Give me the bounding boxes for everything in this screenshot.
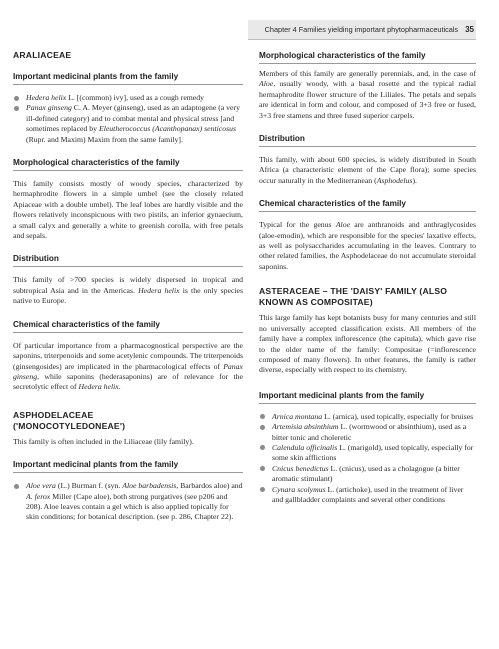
heading-asphodelaceae-distribution: Distribution bbox=[259, 133, 476, 147]
list-item: Hedera helix L. [(common) ivy], used as a cough remedy bbox=[13, 93, 243, 103]
list-item: Panax ginseng C. A. Meyer (ginseng), used as an adaptogene (a very ill-defined category) and to combat mental and physical stress [and sometimes replaced by Eleutherococcus (Acanthopanax) senticosus (Rupr. and Maxim) Maxim from the same family]. bbox=[13, 103, 243, 145]
araliaceae-plant-list bbox=[13, 93, 243, 145]
asteraceae-plant-list bbox=[259, 412, 476, 506]
bullet-icon bbox=[14, 106, 19, 111]
bullet-icon bbox=[14, 96, 19, 101]
paragraph-asphodelaceae-morphology: Members of this family are generally perennials, and, in the case of Aloe, usually woody, with a basal rosette and the typical radial hermaphrodite flower structure of the Liliales. The petals and sepals are identical in form and colour, and composed of 3+3 free or fused, 3+3 free stamens and three fused superior carpels. bbox=[259, 69, 476, 120]
list-item: Arnica montana L. (arnica), used topically, especially for bruises bbox=[259, 412, 476, 422]
section-title-asteraceae: ASTERACEAE – THE 'DAISY' FAMILY (ALSO bbox=[259, 286, 448, 297]
heading-asphodelaceae-plants: Important medicinal plants from the family bbox=[13, 459, 243, 473]
bullet-icon bbox=[260, 466, 265, 471]
list-item: Cnicus benedictus L. (cnicus), used as a cholagogue (a bitter aromatic stimulant) bbox=[259, 464, 476, 485]
page-number: 35 bbox=[465, 25, 474, 34]
heading-araliaceae-plants: Important medicinal plants from the family bbox=[13, 71, 243, 85]
heading-asphodelaceae-chemistry: Chemical characteristics of the family bbox=[259, 198, 476, 212]
right-column bbox=[259, 50, 476, 505]
chapter-title: Chapter 4 Families yielding important phytopharmaceuticals bbox=[264, 25, 459, 34]
paragraph-asphodelaceae-chemistry: Typical for the genus Aloe are anthranoids and anthraglycosides (aloe-emodin), which are responsible for the species' laxative effects, as well as polysaccharides accumulating in the leaves. Contrary to other related families, the Asphodelaceae do not accumulate steroidal saponins. bbox=[259, 220, 476, 271]
list-item: Cynara scolymus L. (artichoke), used in the treatment of liver and gallbladder complaints and several other conditions bbox=[259, 485, 476, 506]
heading-asteraceae-plants: Important medicinal plants from the family bbox=[259, 390, 476, 404]
bullet-icon bbox=[260, 487, 265, 492]
list-item: Calendula officinalis L. (marigold), used topically, especially for some skin afflictions bbox=[259, 443, 476, 464]
paragraph-asphodelaceae-distribution: This family, with about 600 species, is widely distributed in South Africa (a characteristic element of the Cape flora); some species occur naturally in the Mediterranean (Asphodelus). bbox=[259, 155, 476, 185]
running-header bbox=[248, 20, 476, 40]
left-column bbox=[13, 50, 243, 523]
section-title-araliaceae: ARALIACEAE bbox=[13, 50, 72, 60]
paragraph-araliaceae-chemistry: Of particular importance from a pharmacognostical perspective are the saponins, triterpenoids and some acetylenic compounds. The triterpenoids (ginsengosides) are implicated in the pharmacological effects of Panax ginseng, while saponins (hederasaponins) are of relevance for the secretolytic effect of Hedera helix. bbox=[13, 340, 243, 392]
section-title-asphodelaceae: ASPHODELACEAE bbox=[13, 409, 94, 420]
paragraph-araliaceae-distribution: This family of >700 species is widely dispersed in tropical and subtropical Asia and in the Americas. Hedera helix is the only species native to Europe. bbox=[13, 275, 243, 306]
paragraph-asteraceae-intro: This large family has kept botanists busy for many centuries and still no universally accepted classification exists. All members of the family have a complex inflorescence (the capitula), which gave rise to the older name of the family: Compositae (=inflorescence composed of many flowers). In other features, the family is rather diverse, especially with respect to its chemistry. bbox=[259, 313, 476, 375]
list-item: Aloe vera (L.) Burman f. (syn. Aloe barbadensis, Barbardos aloe) and A. ferox Miller (Cape aloe), both strong purgatives (see p206 and 208). Aloe leaves contain a gel which is also applied topically for skin conditions; for botanical description. (see p. 286, Chapter 22). bbox=[13, 481, 243, 523]
paragraph-araliaceae-morphology: This family consists mostly of woody species, characterized by hermaphrodite flowers in a simple umbel (see the closely related Apiaceae with a double umbel). The leaf lobes are hardly visible and the flowers relatively inconspicuous with two pistils, an inferior gynaecium, a small calyx and generally a white to greenish corolla, with free petals and sepals. bbox=[13, 179, 243, 241]
bullet-icon bbox=[260, 425, 265, 430]
heading-araliaceae-morphology: Morphological characteristics of the family bbox=[13, 157, 243, 171]
heading-asphodelaceae-morphology: Morphological characteristics of the family bbox=[259, 50, 476, 64]
heading-araliaceae-chemistry: Chemical characteristics of the family bbox=[13, 319, 243, 333]
bullet-icon bbox=[260, 445, 265, 450]
bullet-icon bbox=[14, 484, 19, 489]
section-subtitle-compositae: KNOWN AS COMPOSITAE) bbox=[259, 297, 373, 308]
heading-araliaceae-distribution: Distribution bbox=[13, 253, 243, 267]
section-subtitle-monocotyledoneae: ('MONOCOTYLEDONEAE') bbox=[13, 420, 126, 431]
asphodelaceae-plant-list bbox=[13, 481, 243, 523]
list-item: Artemisia absinthium L. (wormwood or absinthium), used as a bitter tonic and choleretic bbox=[259, 422, 476, 443]
paragraph-asphodelaceae-intro: This family is often included in the Liliaceae (lily family). bbox=[13, 436, 194, 446]
bullet-icon bbox=[260, 414, 265, 419]
